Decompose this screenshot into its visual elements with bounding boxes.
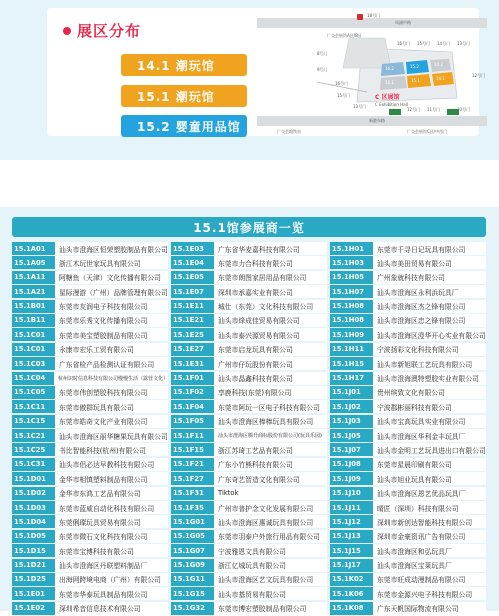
- exhibitor-row[interactable]: [330, 429, 486, 442]
- exhibitor-row[interactable]: [12, 559, 168, 572]
- exhibitor-name: 东莞市友润电子科技有限公司: [55, 300, 168, 313]
- exhibitor-name: 汕头市澄海区杰之锋有限公司: [373, 300, 486, 313]
- exhibitor-name: 广州市仔玩股份有限公司: [214, 357, 327, 370]
- booth-code: 15.1E02: [12, 602, 55, 615]
- booth-code: 15.1C05: [12, 386, 55, 399]
- booth-code: 15.1E01: [12, 587, 55, 600]
- booth-code: 15.1D21: [12, 559, 55, 572]
- booth-code: 15.1J11: [330, 501, 373, 514]
- exhibitor-name: 汕头市澄海区丹联塑料制品厂: [55, 559, 168, 572]
- hall-num-16-2: 16.2: [385, 66, 394, 71]
- exhibitor-name: 深圳希音信息技术有限公司: [55, 602, 168, 615]
- entrance-bottom-label: 广交会展馆C区/中西门: [407, 129, 448, 134]
- exhibitor-row[interactable]: [171, 300, 327, 313]
- gate-11-bottom: 11号门: [427, 107, 441, 112]
- booth-code: 15.1C04: [12, 372, 54, 385]
- booth-code: 15.1G01: [171, 515, 214, 528]
- booth-code: 15.1F05: [171, 415, 214, 428]
- exhibitor-name: 汕头市宝高玩具实业有限公司: [373, 415, 486, 428]
- booth-code: 15.1E31: [171, 357, 214, 370]
- booth-code: 15.1H07: [330, 285, 373, 298]
- exhibitor-row[interactable]: [171, 587, 327, 600]
- exhibitor-row[interactable]: [12, 300, 168, 313]
- exhibitor-row[interactable]: [171, 328, 327, 341]
- exhibitor-row[interactable]: [330, 530, 486, 543]
- booth-code: 15.1E27: [171, 343, 214, 356]
- exhibitor-row[interactable]: [12, 256, 168, 269]
- exhibitor-name: 东莞市傲群玩具有限公司: [55, 400, 168, 413]
- booth-code: 15.1E25: [171, 328, 214, 341]
- booth-code: 15.1C01: [12, 343, 55, 356]
- exhibitor-name: 东莞市羽泰户外旅行用品有限公司: [214, 530, 327, 543]
- exhibitor-row[interactable]: [12, 400, 168, 413]
- booth-code: 15.1F04: [171, 400, 214, 413]
- exhibitor-row[interactable]: [330, 314, 486, 327]
- exhibitor-name: 宁波扬彩文化科技有限公司: [373, 343, 486, 356]
- booth-code: 15.1A11: [12, 271, 55, 284]
- exhibitor-row[interactable]: [330, 559, 486, 572]
- exhibitor-row[interactable]: [330, 487, 486, 500]
- gate-marker-16: [389, 109, 401, 115]
- booth-code: 15.1G15: [171, 587, 214, 600]
- exhibitor-row[interactable]: [171, 458, 327, 471]
- hall-num-15-2: 15.2: [410, 64, 419, 69]
- booth-code: 15.1F11: [171, 429, 214, 442]
- exhibitor-column: [330, 242, 486, 616]
- exhibitor-name: Tiktok: [214, 487, 327, 500]
- booth-code: 15.1A01: [12, 242, 55, 255]
- hall-num-14-1: 14.1: [436, 76, 445, 81]
- exhibitor-name: 书比智能科技(杭州)有限公司: [55, 443, 168, 456]
- exhibitor-name: 汕头市基贸易有限公司: [214, 587, 327, 600]
- exhibitor-row[interactable]: [12, 587, 168, 600]
- booth-code: 15.1A21: [12, 285, 55, 298]
- booth-code: 15.1D03: [12, 501, 55, 514]
- gate-16-top: 16号门: [397, 41, 411, 46]
- exhibitor-row[interactable]: [171, 472, 327, 485]
- exhibitor-name: 东莞市朗图家居用品有限公司: [214, 271, 327, 284]
- exhibitor-row[interactable]: [12, 357, 168, 370]
- exhibitor-name: 宁波雅恩文具有限公司: [214, 544, 327, 557]
- booth-code: 15.1G07: [171, 544, 214, 557]
- exhibitor-name: 汕头市泰兴源贸易有限公司: [214, 328, 327, 341]
- exhibitor-column: [171, 242, 327, 616]
- exhibitor-row[interactable]: [12, 530, 168, 543]
- exhibitor-name: 汕头市晶鑫科技有限公司: [214, 372, 327, 385]
- booth-code: 15.1H11: [330, 343, 373, 356]
- gate-13-top: 13号门: [457, 41, 471, 46]
- booth-code: 15.1D15: [12, 544, 55, 557]
- exhibitor-row[interactable]: [330, 256, 486, 269]
- exhibitor-name: 汕头市美田贸易有限公司: [373, 256, 486, 269]
- exhibitor-row[interactable]: [330, 271, 486, 284]
- booth-code: 15.1J15: [330, 544, 373, 557]
- exhibitor-name: 东莞市星晨印刷有限公司: [373, 458, 486, 471]
- exhibitor-name: 东莞市乐秀文化传播有限公司: [55, 314, 168, 327]
- exhibitor-name: 深圳市新创达智能科技有限公司: [373, 515, 486, 528]
- exhibitor-name: 金华市东鸿工艺品有限公司: [55, 487, 168, 500]
- hall-annex: [343, 38, 391, 68]
- exhibitor-name: 汕头市澄海区忠之锋有限公司: [373, 314, 486, 327]
- booth-code: 15.1G32: [171, 602, 214, 615]
- booth-code: 15.1J01: [330, 386, 373, 399]
- exhibitor-row[interactable]: [171, 415, 327, 428]
- booth-code: 15.1E11: [171, 300, 214, 313]
- exhibitor-name: 星际漫游（广州）品牌管理有限公司: [55, 285, 168, 298]
- exhibitor-name: 金华市相慎塑料制品有限公司: [55, 472, 168, 485]
- exhibitor-row[interactable]: [12, 443, 168, 456]
- booth-code: 15.1E03: [171, 242, 214, 255]
- exhibitor-row[interactable]: [171, 559, 327, 572]
- exhibitor-row[interactable]: [171, 602, 327, 615]
- exhibitor-name: 东莞市华泰玩具制品有限公司: [55, 587, 168, 600]
- exhibitor-list-title: 15.1馆参展商一览: [193, 220, 305, 235]
- booth-code: 15.1J03: [330, 415, 373, 428]
- zone-distribution-card: [47, 8, 486, 136]
- exhibitor-name: 享鹿科技(东莞)有限公司: [214, 386, 327, 399]
- hall-button-14-1[interactable]: 14.1 潮玩馆: [121, 54, 247, 76]
- exhibitor-name: 汕头市澄海澳特塑胶实业有限公司: [373, 372, 486, 385]
- hall-num-16-1: 16.1: [385, 80, 394, 85]
- exhibitor-row[interactable]: [171, 544, 327, 557]
- exhibitor-name: 东莞市伟创塑胶科技有限公司: [55, 386, 168, 399]
- booth-code: 15.1E05: [171, 271, 214, 284]
- exhibitor-row[interactable]: [171, 487, 327, 500]
- booth-code: 15.1J07: [330, 443, 373, 456]
- booth-code: 15.1E07: [171, 285, 214, 298]
- exhibitor-list-title-bar: [12, 217, 486, 237]
- booth-code: 15.1J09: [330, 472, 373, 485]
- exhibitor-row[interactable]: [330, 458, 486, 471]
- exhibitor-name: 汕头市澄海区棒棒玩具有限公司: [214, 415, 327, 428]
- exhibitor-row[interactable]: [171, 501, 327, 514]
- c-hall-sub-label: C Exhibition Hall: [375, 102, 408, 107]
- booth-code: 15.1K08: [330, 602, 373, 615]
- venue-map: [257, 12, 487, 136]
- entrance-top-label: 广交会展馆A区/B区: [327, 33, 362, 38]
- exhibitor-name: 深圳市金豪资讯广告有限公司: [373, 530, 486, 543]
- exhibitor-name: 汕头市澄海区艺文玩具有限公司: [214, 573, 327, 586]
- exhibitor-row[interactable]: [171, 530, 327, 543]
- booth-code: 15.1J12: [330, 515, 373, 528]
- exhibitor-row[interactable]: [330, 573, 486, 586]
- booth-code: 15.1G11: [171, 573, 214, 586]
- exhibitor-row[interactable]: [12, 515, 168, 528]
- booth-code: 15.1D01: [12, 472, 55, 485]
- exhibitor-row[interactable]: [12, 328, 168, 341]
- booth-code: 15.1B11: [12, 314, 55, 327]
- booth-code: 15.1G09: [171, 559, 214, 572]
- exhibitor-name: 汕头市澄海区永利浜玩具厂: [373, 285, 486, 298]
- gate-15-top: 15号门: [417, 41, 431, 46]
- exhibitor-row[interactable]: [330, 602, 486, 615]
- exhibitor-row[interactable]: [330, 501, 486, 514]
- exhibitor-name: 宁波郡彬丽科技有限公司: [373, 400, 486, 413]
- exhibitor-row[interactable]: [12, 544, 168, 557]
- booth-code: 15.1E04: [171, 256, 214, 269]
- exhibitor-row[interactable]: [12, 285, 168, 298]
- exhibitor-name: 东莞市金源兴电子科技有限公司: [373, 587, 486, 600]
- hall-num-14-2: 14.2: [434, 62, 443, 67]
- exhibitor-name: 东莞市宝博科技有限公司: [55, 544, 168, 557]
- exhibitor-name: 浙江木玩世家玩具有限公司: [55, 256, 168, 269]
- booth-code: 15.1G05: [171, 530, 214, 543]
- exhibitor-name: 浙江亿城玩具有限公司: [214, 559, 327, 572]
- booth-code: 15.1C11: [12, 400, 55, 413]
- booth-code: 15.1D04: [12, 515, 55, 528]
- booth-code: 15.1F01: [171, 372, 214, 385]
- hall-button-15-2[interactable]: 15.2 婴童用品馆: [121, 115, 247, 137]
- exhibitor-name: 晴匠（深圳）科技有限公司: [373, 501, 486, 514]
- exhibitor-row[interactable]: [171, 242, 327, 255]
- gate-14-top: 14号门: [437, 41, 451, 46]
- exhibitor-name: 汕头市澄海区惠诚玩具有限公司: [214, 515, 327, 528]
- exhibitor-name: 深圳市承嘉实业有限公司: [214, 285, 327, 298]
- exhibitor-name: 浙江苏琦工艺品有限公司: [214, 443, 327, 456]
- exhibitor-row[interactable]: [330, 285, 486, 298]
- exhibitor-row[interactable]: [330, 443, 486, 456]
- exhibitor-row[interactable]: [12, 242, 168, 255]
- station-label: 广交会地铁站: [277, 129, 301, 134]
- booth-code: 15.1D05: [12, 530, 55, 543]
- booth-code: 15.1K06: [330, 587, 373, 600]
- exhibitor-name: 广东奇艺智造文化有限公司: [214, 472, 327, 485]
- booth-code: 15.1J13: [330, 530, 373, 543]
- hall-num-15-1: 15.1: [411, 78, 420, 83]
- exhibitor-name: 广州象就科技有限公司: [373, 271, 486, 284]
- exhibitor-row[interactable]: [171, 357, 327, 370]
- exhibitor-name: 东莞市皓奇文化产业有限公司: [55, 415, 168, 428]
- exhibitor-name: 汕头市澄海区华利金丰玩具厂: [373, 429, 486, 442]
- exhibitor-name: 汕头市新旭联工艺玩具有限公司: [373, 357, 486, 370]
- booth-code: 15.1H09: [330, 328, 373, 341]
- exhibitor-name: 阿糖鱼（天津）文化传播有限公司: [55, 271, 168, 284]
- exhibitor-row[interactable]: [330, 400, 486, 413]
- exhibitor-row[interactable]: [330, 515, 486, 528]
- zone-title-group: [63, 20, 141, 41]
- bullet-dot-icon: [63, 27, 71, 35]
- booth-code: 15.1H01: [330, 242, 373, 255]
- booth-code: 15.1F27: [171, 472, 214, 485]
- booth-code: 15.1C21: [12, 429, 55, 442]
- exhibitor-row[interactable]: [171, 515, 327, 528]
- exhibitor-grid: [12, 242, 487, 616]
- exhibitor-row[interactable]: [330, 415, 486, 428]
- exhibitor-row[interactable]: [12, 271, 168, 284]
- hall-button-15-1[interactable]: 15.1 潮玩馆: [121, 85, 247, 107]
- exhibitor-row[interactable]: [171, 285, 327, 298]
- booth-code: 15.1F15: [171, 443, 214, 456]
- gate-13-left: 13号门: [353, 104, 367, 109]
- exhibitor-row[interactable]: [330, 357, 486, 370]
- gate-12-bottom: 12号门: [407, 107, 421, 112]
- booth-code: 15.1F21: [171, 458, 214, 471]
- exhibitor-name: 贵州缤致文化有限公司: [373, 386, 486, 399]
- exhibitor-name: 广东省华麦嘉科技有限公司: [214, 242, 327, 255]
- exhibitor-row[interactable]: [12, 501, 168, 514]
- exhibitor-row[interactable]: [330, 544, 486, 557]
- gate-15-left: 15号门: [337, 93, 351, 98]
- exhibitor-name: 汕头市侣必达早教科技有限公司: [55, 458, 168, 471]
- exhibitor-row[interactable]: [171, 400, 327, 413]
- exhibitor-name: 东莞市启龙玩具有限公司: [214, 343, 327, 356]
- booth-code: 15.1H08: [330, 300, 373, 313]
- exhibitor-row[interactable]: [12, 602, 168, 615]
- booth-code: 15.1H15: [330, 357, 373, 370]
- exhibitor-row[interactable]: [12, 314, 168, 327]
- exhibitor-row[interactable]: [330, 343, 486, 356]
- booth-code: 15.1F35: [171, 501, 214, 514]
- booth-code: 15.1F31: [171, 487, 214, 500]
- booth-code: 15.1H08: [330, 314, 373, 327]
- exhibitor-row[interactable]: [330, 328, 486, 341]
- exhibitor-name: 东莞市旺成动漫制品有限公司: [373, 573, 486, 586]
- exhibitor-name: 汕头市澄海区澄华开心实业有限公司: [373, 328, 486, 341]
- exhibitor-row[interactable]: [171, 256, 327, 269]
- booth-code: 15.1C15: [12, 415, 55, 428]
- exhibitor-name: 东莞市美宝塑胶制品有限公司: [55, 328, 168, 341]
- exhibitor-row[interactable]: [330, 300, 486, 313]
- gate-18: 18号门: [367, 13, 381, 18]
- exhibitor-name: 东莞市微石文化科技有限公司: [55, 530, 168, 543]
- exhibitor-name: 汕头市澄海区恒荣塑胶制品有限公司: [55, 242, 168, 255]
- exhibitor-name: 广州市普护念文化发展有限公司: [214, 501, 327, 514]
- booth-code: 15.1A05: [12, 256, 55, 269]
- booth-code: 15.1F02: [171, 386, 214, 399]
- gate-10-bottom: 10号门: [457, 107, 471, 112]
- exhibitor-row[interactable]: [330, 587, 486, 600]
- exhibitor-name: 东莞市蓝威自动化科技有限公司: [55, 501, 168, 514]
- booth-code: 15.1E21: [171, 314, 214, 327]
- booth-code: 15.1D02: [12, 487, 55, 500]
- booth-code: 15.1C25: [12, 443, 55, 456]
- exhibitor-name: 广东天帆国际物流有限公司: [373, 602, 486, 615]
- exhibitor-name: 汕头市澄海区宝莱玩具厂: [373, 559, 486, 572]
- gate-12-right: 12号门: [472, 73, 486, 78]
- exhibitor-row[interactable]: [171, 372, 327, 385]
- exhibitor-row[interactable]: [171, 573, 327, 586]
- exhibitor-name: 东莞市阿玩一区电子科技有限公司: [214, 400, 327, 413]
- exhibitor-row[interactable]: [330, 242, 486, 255]
- exhibitor-row[interactable]: [12, 472, 168, 485]
- metro-gate-icon: [357, 14, 363, 20]
- exhibitor-name: 汕头市烽成佳贸易有限公司: [214, 314, 327, 327]
- exhibitor-name: 东莞市千寻日记玩具有限公司: [373, 242, 486, 255]
- exhibitor-name: 汕头市澄海区和弘玩具厂: [373, 544, 486, 557]
- booth-code: 15.1C03: [12, 357, 55, 370]
- exhibitor-name: 东莞市博宏塑胶制品有限公司: [214, 602, 327, 615]
- booth-code: 15.1C31: [12, 458, 55, 471]
- exhibitor-row[interactable]: [12, 343, 168, 356]
- exhibitor-row[interactable]: [171, 314, 327, 327]
- gate-9-left: 9号门: [317, 67, 328, 72]
- booth-code: 15.1H05: [330, 271, 373, 284]
- exhibitor-name: 汕头市澄海区恩艺优品玩具厂: [373, 487, 486, 500]
- booth-code: 15.1D25: [12, 573, 55, 586]
- booth-code: 15.1J17: [330, 559, 373, 572]
- booth-code: 15.1H17: [330, 372, 373, 385]
- exhibitor-name: 东莞俐璨玩具贸易有限公司: [55, 515, 168, 528]
- exhibitor-name: 永康市宏乐工贸有限公司: [55, 343, 168, 356]
- exhibitor-name: 广东省检产品检测认证有限公司: [55, 357, 168, 370]
- exhibitor-row[interactable]: [171, 429, 327, 442]
- booth-code: 15.1J08: [330, 458, 373, 471]
- exhibitor-row[interactable]: [12, 487, 168, 500]
- exhibitor-row[interactable]: [12, 573, 168, 586]
- top-road-label: 凤浦中路: [395, 20, 411, 25]
- exhibitor-name: 杭州识时信息科技有限公司慢慢生活（露营文化）: [54, 372, 168, 385]
- exhibitor-row[interactable]: [12, 415, 168, 428]
- exhibitor-row[interactable]: [171, 271, 327, 284]
- exhibitor-row[interactable]: [330, 372, 486, 385]
- exhibitor-name: 城仕（东莞）文化科技有限公司: [214, 300, 327, 313]
- exhibitor-name: 东莞市力合科技有限公司: [214, 256, 327, 269]
- exhibitor-row[interactable]: [330, 472, 486, 485]
- exhibitor-row[interactable]: [12, 429, 168, 442]
- booth-code: 15.1H03: [330, 256, 373, 269]
- booth-code: 15.1C01: [12, 328, 55, 341]
- exhibitor-row[interactable]: [12, 458, 168, 471]
- booth-code: 15.1B01: [12, 300, 55, 313]
- exhibitor-row[interactable]: [171, 343, 327, 356]
- booth-code: 15.1J10: [330, 487, 373, 500]
- exhibitor-row[interactable]: [330, 386, 486, 399]
- exhibitor-name: 汕头市旭业玩具有限公司: [373, 472, 486, 485]
- exhibitor-name: 出海网跨境电商（广州）有限公司: [55, 573, 168, 586]
- exhibitor-row[interactable]: [171, 443, 327, 456]
- bottom-road-label: 新港东路: [369, 118, 385, 123]
- exhibitor-column: [12, 242, 168, 616]
- exhibitor-name: 汕头市金明工艺玩具进出口有限公司: [373, 443, 486, 456]
- gate-8-left: 8号门: [317, 51, 328, 56]
- exhibitor-name: 汕头市澄海区腾升商标股份有限公司(玩具乐园): [214, 429, 327, 442]
- exhibitor-row[interactable]: [171, 386, 327, 399]
- top-road: [257, 18, 487, 28]
- exhibitor-name: 广东小竹熊科技有限公司: [214, 458, 327, 471]
- booth-code: 15.1J05: [330, 429, 373, 442]
- gate-16-left: 16号门: [335, 81, 349, 86]
- booth-code: 15.1K02: [330, 573, 373, 586]
- booth-code: 15.1J02: [330, 400, 373, 413]
- c-hall-label: C 区展馆: [375, 94, 400, 101]
- exhibitor-row[interactable]: [12, 372, 168, 385]
- zone-title: 展区分布: [77, 22, 142, 40]
- exhibitor-name: 汕头市澄海区丽华糖果玩具有限公司: [55, 429, 168, 442]
- exhibitor-row[interactable]: [12, 386, 168, 399]
